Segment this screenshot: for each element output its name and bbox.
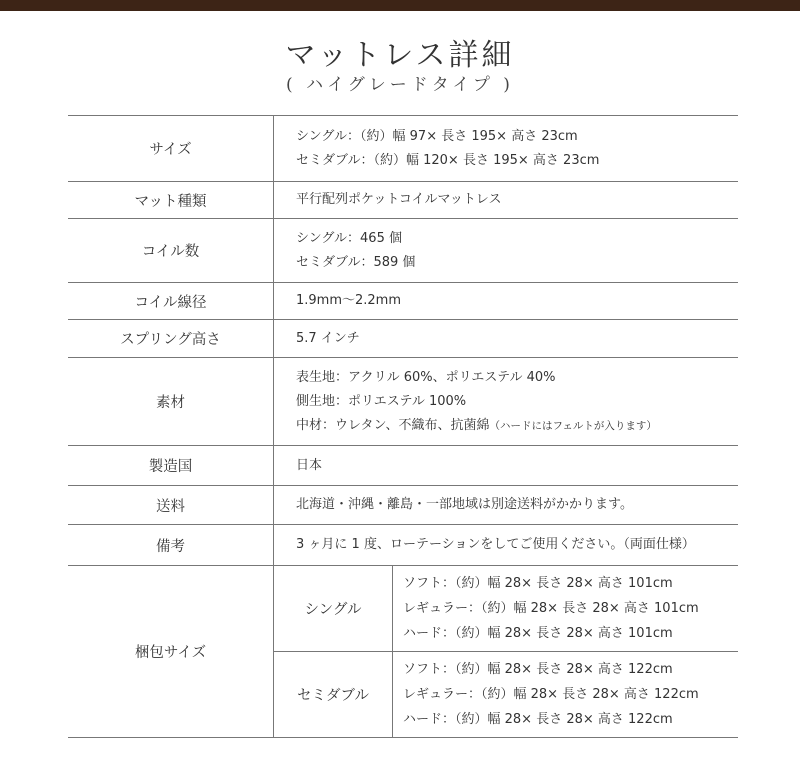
spec-label: コイル数 [68, 219, 274, 282]
spec-value-line: 日本 [296, 457, 323, 473]
spec-value [274, 219, 738, 282]
spec-value [274, 358, 738, 445]
spec-row-coil-gauge [68, 283, 738, 320]
spec-table [68, 115, 738, 738]
spec-value-line: 平行配列ポケットコイルマットレス [296, 192, 502, 207]
spec-value-line [296, 414, 738, 438]
packing-value-line: ソフト：（約）幅 28× 長さ 28× 高さ 101cm [403, 576, 673, 591]
packing-value-line: ハード：（約）幅 28× 長さ 28× 高さ 101cm [403, 626, 673, 641]
spec-row-packing [68, 566, 738, 738]
spec-value [274, 283, 738, 319]
top-bar [0, 0, 800, 11]
packing-value-line: ソフト：（約）幅 28× 長さ 28× 高さ 122cm [403, 662, 673, 677]
spec-value-line: シングル：（約）幅 97× 長さ 195× 高さ 23cm [296, 128, 578, 144]
spec-value-line: 側生地：ポリエステル 100% [296, 393, 467, 409]
spec-label: 素材 [68, 358, 274, 445]
spec-value [274, 486, 738, 524]
packing-group-semi-double [274, 652, 738, 737]
spec-value-line: 5.7 インチ [296, 330, 360, 346]
spec-row-spring-height [68, 320, 738, 358]
packing-value-line: ハード：（約）幅 28× 長さ 28× 高さ 122cm [403, 712, 673, 727]
spec-row-coil-count [68, 219, 738, 283]
spec-value-text: 中材：ウレタン、不織布、抗菌綿 [296, 417, 490, 433]
spec-label: サイズ [68, 116, 274, 181]
spec-value [274, 446, 738, 485]
spec-row-country [68, 446, 738, 486]
packing-group-label: シングル [274, 566, 393, 651]
page-subtitle: ( ハイグレードタイプ ) [286, 75, 514, 95]
spec-label: マット種類 [68, 182, 274, 218]
packing-groups [274, 566, 738, 737]
spec-value-line: 1.9mm～2.2mm [296, 293, 402, 308]
spec-row-mat-type [68, 182, 738, 219]
spec-label: スプリング高さ [68, 320, 274, 357]
spec-value-line: 表生地：アクリル 60%、ポリエステル 40% [296, 369, 556, 385]
spec-row-shipping [68, 486, 738, 525]
spec-value-line: 3 ヶ月に 1 度、ローテーションをしてご使用ください。（両面仕様） [296, 537, 695, 552]
spec-value-line: 北海道・沖縄・離島・一部地域は別途送料がかかります。 [296, 497, 633, 512]
spec-value-line: シングル：465 個 [296, 230, 402, 246]
packing-value-line: レギュラー：（約）幅 28× 長さ 28× 高さ 101cm [403, 601, 699, 616]
spec-label: 備考 [68, 525, 274, 565]
spec-row-size [68, 116, 738, 182]
page-title: マットレス詳細 [285, 38, 515, 73]
spec-label: 送料 [68, 486, 274, 524]
spec-value [274, 320, 738, 357]
spec-label: 製造国 [68, 446, 274, 485]
spec-value-line: セミダブル：589 個 [296, 254, 416, 270]
packing-group-label: セミダブル [274, 652, 393, 737]
spec-value [274, 525, 738, 565]
packing-group-value [393, 652, 738, 737]
spec-label: コイル線径 [68, 283, 274, 319]
packing-group-single [274, 566, 738, 652]
spec-row-notes [68, 525, 738, 566]
spec-value [274, 182, 738, 218]
spec-label: 梱包サイズ [68, 566, 274, 737]
packing-group-value [393, 566, 738, 651]
spec-value-line: セミダブル：（約）幅 120× 長さ 195× 高さ 23cm [296, 152, 600, 168]
packing-value-line: レギュラー：（約）幅 28× 長さ 28× 高さ 122cm [403, 687, 699, 702]
spec-row-material [68, 358, 738, 446]
spec-value-note: （ハードにはフェルトが入ります） [489, 419, 657, 432]
spec-value [274, 116, 738, 181]
